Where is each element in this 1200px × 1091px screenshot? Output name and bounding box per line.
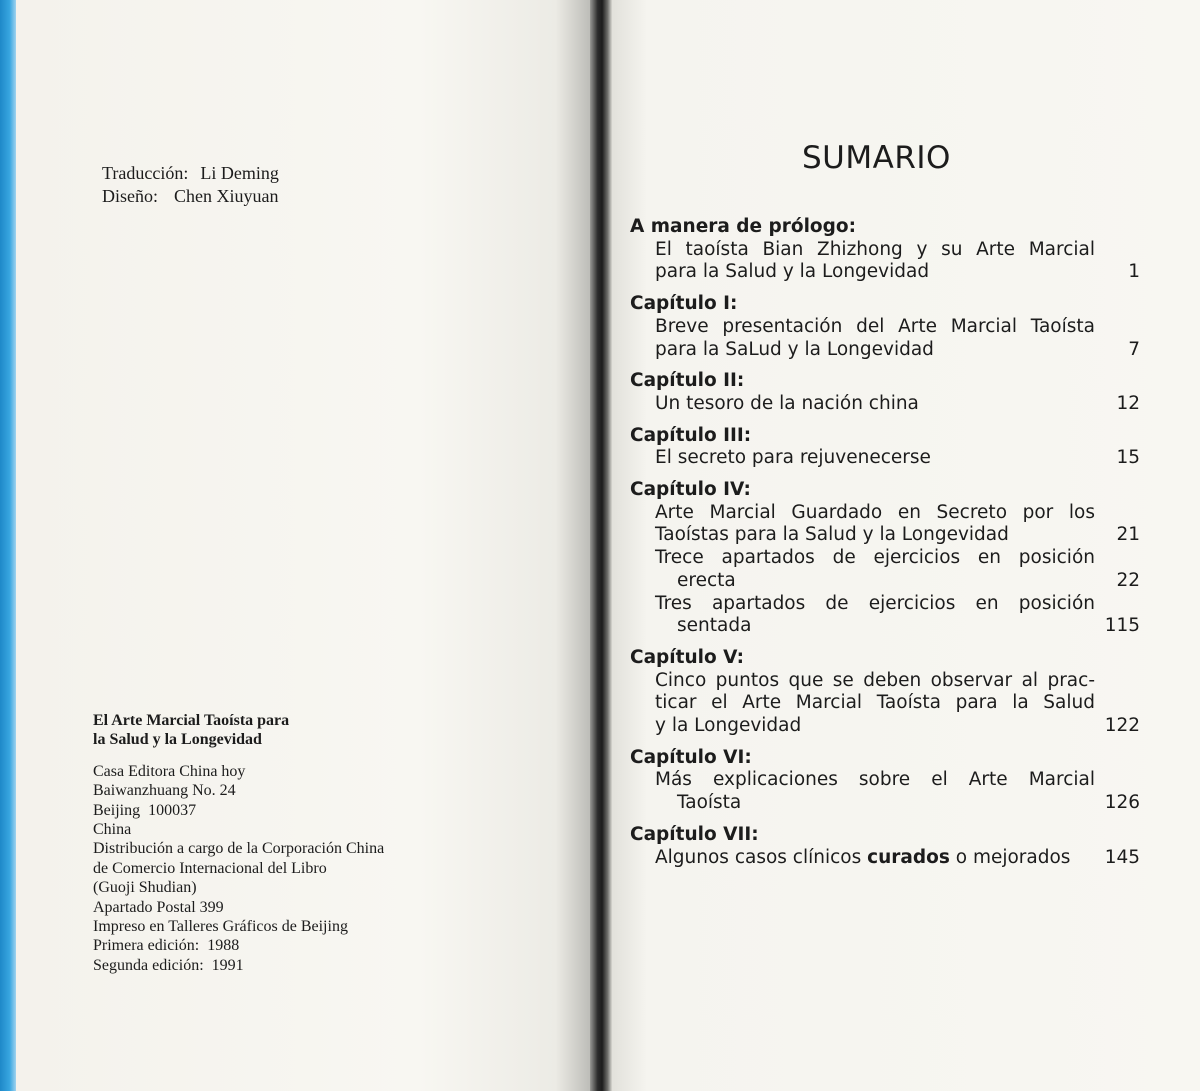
toc-entry-text	[630, 769, 1095, 814]
toc-heading: Capítulo V:	[630, 646, 745, 668]
toc-entry	[630, 502, 1140, 547]
toc-section	[630, 216, 1140, 284]
toc-entry	[630, 769, 1140, 814]
toc-entry-line: y la Longevidad	[655, 715, 802, 737]
imprint-title-line: El Arte Marcial Taoísta para	[93, 712, 290, 729]
toc-entry-line: Más explicaciones sobre el Arte Marcial	[655, 769, 1095, 791]
toc-entry-line: El secreto para rejuvenecerse	[655, 447, 931, 469]
toc-entry-line: Cinco puntos que se deben observar al prac-	[655, 669, 1095, 691]
toc-page-number: 145	[1104, 846, 1140, 868]
toc-entry-line: Un tesoro de la nación china	[655, 392, 919, 414]
imprint-book-title	[93, 711, 513, 750]
toc-title: SUMARIO	[802, 140, 951, 176]
toc-entry-line: Breve presentación del Arte Marcial Taoísta	[655, 315, 1095, 337]
toc-section	[630, 425, 1140, 470]
toc-page-number: 21	[1116, 524, 1140, 546]
toc-entry-line: Taoísta	[677, 792, 742, 814]
toc-entry	[630, 393, 1140, 416]
toc-entry-text	[630, 847, 1095, 870]
toc-entry-line: ticar el Arte Marcial Taoísta para la Salud	[655, 692, 1095, 714]
imprint-line: China	[93, 821, 132, 839]
credit-design	[102, 185, 279, 208]
toc-section	[630, 293, 1140, 361]
toc-entry-line: Tres apartados de ejercicios en posición	[655, 592, 1095, 614]
imprint-line: Casa Editora China hoy	[93, 762, 246, 780]
toc-heading: Capítulo III:	[630, 424, 752, 446]
toc-page-number: 12	[1116, 392, 1140, 414]
toc-entry-text	[630, 593, 1095, 638]
imprint-line: de Comercio Internacional del Libro	[93, 859, 327, 877]
toc-heading: Capítulo VII:	[630, 823, 759, 845]
toc-page-number: 1	[1128, 261, 1140, 283]
toc-entry	[630, 239, 1140, 284]
toc-page-number: 126	[1104, 792, 1140, 814]
toc-entry-text	[630, 447, 1095, 470]
toc-entry-text	[630, 316, 1095, 361]
credit-label: Traducción:	[102, 163, 189, 183]
toc-section	[630, 824, 1140, 869]
toc-entry-line: erecta	[677, 569, 736, 591]
toc-section	[630, 370, 1140, 415]
credit-translation	[102, 162, 279, 185]
imprint-line: Apartado Postal 399	[93, 898, 224, 916]
imprint-line: (Guoji Shudian)	[93, 879, 197, 897]
imprint-block	[93, 711, 513, 975]
toc-entry-text	[630, 393, 1095, 416]
toc-entry-line	[655, 847, 1095, 870]
table-of-contents	[630, 216, 1140, 878]
imprint-line: Beijing 100037	[93, 801, 197, 819]
toc-section	[630, 747, 1140, 815]
toc-section	[630, 647, 1140, 738]
toc-entry-line: para la SaLud y la Longevidad	[655, 338, 934, 360]
credit-label: Diseño:	[102, 186, 158, 206]
toc-entry-text	[630, 239, 1095, 284]
toc-page-number: 115	[1104, 615, 1140, 637]
toc-entry-line: sentada	[677, 615, 752, 637]
toc-heading: Capítulo VI:	[630, 746, 752, 768]
toc-entry-text	[630, 547, 1095, 592]
toc-heading: Capítulo IV:	[630, 479, 751, 501]
toc-page-number: 22	[1116, 569, 1140, 591]
imprint-title-line: la Salud y la Longevidad	[93, 731, 262, 749]
toc-entry	[630, 847, 1140, 870]
toc-entry-text	[630, 670, 1095, 738]
toc-entry	[630, 316, 1140, 361]
toc-entry-line: El taoísta Bian Zhizhong y su Arte Marcial	[655, 238, 1095, 260]
toc-heading: A manera de prólogo:	[630, 216, 856, 237]
toc-entry	[630, 593, 1140, 638]
book-gutter	[590, 0, 612, 1091]
toc-entry-bold-word: curados	[867, 846, 950, 868]
toc-heading: Capítulo I:	[630, 293, 738, 315]
toc-entry-line: Trece apartados de ejercicios en posición	[655, 547, 1095, 569]
toc-entry-text	[630, 502, 1095, 547]
imprint-line: Segunda edición: 1991	[93, 956, 244, 974]
book-cover-edge	[0, 0, 16, 1091]
toc-page-number: 122	[1104, 715, 1140, 737]
toc-entry-line: para la Salud y la Longevidad	[655, 261, 930, 283]
credit-value: Chen Xiuyuan	[174, 186, 279, 206]
toc-section	[630, 479, 1140, 638]
toc-page-number: 15	[1116, 447, 1140, 469]
toc-entry-line: Arte Marcial Guardado en Secreto por los	[655, 501, 1095, 523]
credit-value: Li Deming	[200, 163, 279, 183]
toc-entry	[630, 670, 1140, 738]
imprint-line: Impreso en Talleres Gráficos de Beijing	[93, 918, 348, 936]
toc-page-number: 7	[1128, 338, 1140, 360]
imprint-line: Primera edición: 1988	[93, 937, 240, 955]
toc-entry-line: Taoístas para la Salud y la Longevidad	[655, 524, 1009, 546]
imprint-line: Baiwanzhuang No. 24	[93, 782, 236, 800]
toc-entry-text-part: o mejorados	[949, 846, 1071, 868]
toc-entry	[630, 447, 1140, 470]
toc-entry-text-part: Algunos casos clínicos	[655, 846, 868, 868]
imprint-line: Distribución a cargo de la Corporación China	[93, 840, 385, 858]
credits-block	[102, 162, 279, 208]
toc-heading: Capítulo II:	[630, 370, 745, 392]
toc-entry	[630, 547, 1140, 592]
